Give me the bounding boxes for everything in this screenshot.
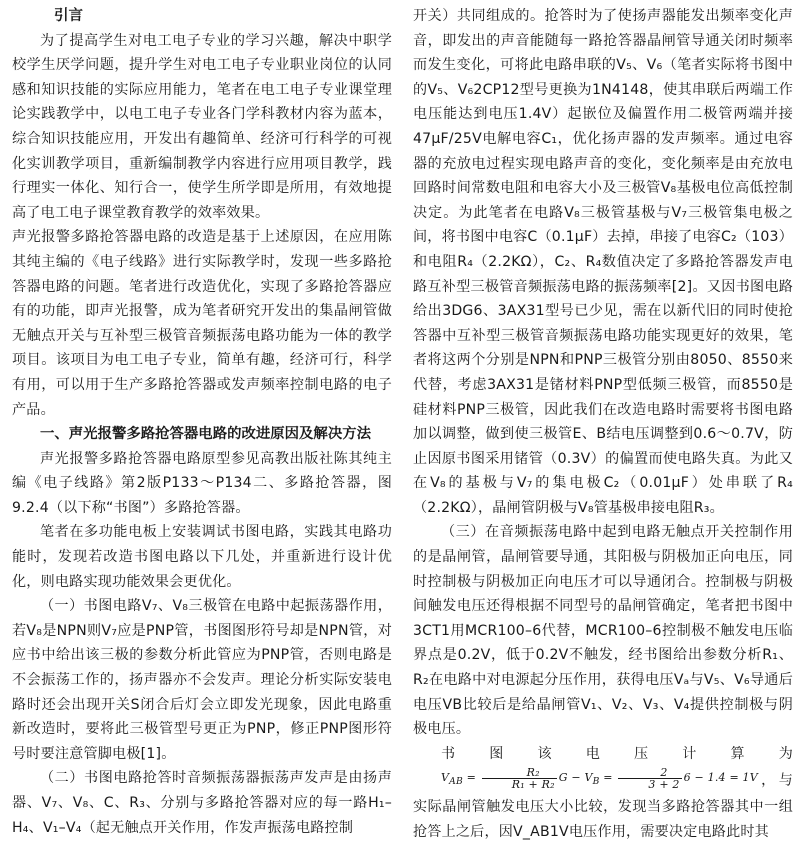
body-paragraph: 开关）共同组成的。抢答时为了使扬声器能发出频率变化声音，即发出的声音能随每一路抢答器晶闸管导通关闭时频率而发生变化，可将此电路串联的V₅、V₆（笔者实际将书图中的V₅、V₆2CP12型号更换为1N4148，使其串联后两端工作电压能达到电压1.4V）起嵌位及偏置作用二极管两端并接47μF/25V电解电容C₁，优化扬声器的发声频率。通过电容器的充放电过程实现电路声音的变化，变化频率是由充放电回路时间常数电阻和电容大小及三极管V₈基极电位高低控制决定。为此笔者在电路V₈三极管基极与V₇三极管集电极之间，将书图中电容C（0.1μF）去掉，串接了电容C₂（103）和电阻R₄（2.2KΩ），C₂、R₄数值决定了多路抢答器发声电路互补型三极管音频振荡电路的振荡频率[2]。又因书图电路给出3DG6、3AX31型号已少见，需在以新代旧的同时使抢答器中互补型三极管音频振荡电路功能实现更好的效果，笔者将这两个分别是NPN和PNP三极管分别由8050、8550来代替，考虑3AX31是锗材料PNP型低频三极管，而8550是硅材料PNP三极管，因此我们在改造电路时需要将书图电路加以调整，做到使三极管E、B结电压调整到0.6～0.7V，防止因原书图采用锗管（0.3V）的偏置而使电路失真。为此又在V₈的基极与V₇的集电极C₂（0.01μF）处串联了R₄（2.2KΩ），晶闸管阴极与V₈管基极串接电阻R₃。 xyxy=(413,8,793,516)
intro-paragraph: 为了提高学生对电工电子专业的学习兴趣，解决中职学校学生厌学问题，提升学生对电工电子专业职业岗位的认同感和知识技能的实际应用能力，笔者在电工电子专业课堂理论实践教学中，以电工电子专业各门学科教材内容为蓝本，综合知识技能应用，开发出有趣简单、经济可行科学的可视化实训教学项目，重新编制教学内容进行应用项目教学，践行理实一体化、知行合一，使学生所学即是所用，有效地提高了电工电子课堂教育教学的效率效果。 xyxy=(12,32,392,221)
formula-follow-text: ，与实际晶闸管触发电压大小比较，发现当多路抢答器其中一组抢答上之后，因V_AB1V电压作用，需要决定电路此时其 xyxy=(413,772,793,840)
body-paragraph: （三）在音频振荡电路中起到电路无触点开关控制作用的是晶闸管，晶闸管要导通，其阳极与阴极加正向电压，同时控制极与阴极加正向电压才可以导通闭合。控制极与阴极间触发电压还得根据不同型号的晶闸管确定，笔者把书图中3CT1用MCR100–6代替，MCR100–6控制极不触发电压临界点是0.2V，低于0.2V不触发，经书图给出参数分析R₁、R₂在电路中对电源起分压作用，获得电压Vₐ与V₅、V₆导通后电压VB比较后是给晶闸管V₁、V₂、V₃、V₄提供控制极与阴极电压。 xyxy=(413,524,793,738)
section-paragraph: 笔者在多功能电板上安装调试书图电路，实践其电路功能时，发现若改造书图电路以下几处，并重新进行设计优化，则电路实现功能效果会更优化。 xyxy=(12,524,392,590)
right-column xyxy=(413,4,793,844)
formula-fraction xyxy=(482,767,557,790)
fraction-numerator: 2 xyxy=(618,767,681,779)
formula-middle: G − V xyxy=(558,771,593,785)
formula-lhs-sub: AB xyxy=(449,776,463,788)
formula-equals: = xyxy=(599,771,617,785)
intro-paragraph-2: 声光报警多路抢答器电路的改造是基于上述原因，在应用陈其纯主编的《电子线路》进行实际教学时，发现一些多路抢答器电路的问题。笔者进行改造优化，实现了多路抢答器应有的功能，即声光报警，成为笔者研究开发出的集晶闸管做无触点开关与互补型三极管音频振荡电路功能为一体的教学项目。该项目为电工电子专业，简单有趣，经济可行，科学有用，可以用于生产多路抢答器或发声频率控制电路的电子产品。 xyxy=(12,229,392,418)
formula-lhs: V xyxy=(441,771,450,785)
fraction-denominator: R₁ + R₂ xyxy=(511,777,555,791)
formula-fraction xyxy=(618,767,681,790)
formula-middle-sub: B xyxy=(592,776,600,788)
left-column xyxy=(12,4,392,840)
formula-intro: 书图该电压计算为 xyxy=(441,745,793,762)
section-heading: 一、声光报警多路抢答器电路的改进原因及解决方法 xyxy=(40,426,371,443)
intro-title: 引言 xyxy=(54,8,83,24)
formula-equals: = xyxy=(462,771,480,785)
fraction-denominator: 3 + 2 xyxy=(648,777,680,791)
section-paragraph: （一）书图电路V₇、V₈三极管在电路中起振荡器作用，若V₈是NPN则V₇应是PNP管，书图图形符号却是NPN管，对应书中给出该三极的参数分析此管应为PNP管，否则电路是不会振荡工作的，扬声器亦不会发声。理论分析实际安装电路时还会出现开关S闭合后灯会立即发光现象，因此电路重新改造时，要将此三极管型号更正为PNP，修正PNP图形符号时要注意管脚电极[1]。 xyxy=(12,598,392,762)
formula-paragraph xyxy=(413,742,793,844)
voltage-formula xyxy=(413,766,758,795)
formula-result: 6 − 1.4 = 1V xyxy=(683,771,758,785)
section-paragraph: 声光报警多路抢答器电路原型参见高教出版社陈其纯主编《电子线路》第2版P133～P134二、多路抢答器，图9.2.4（以下称“书图”）多路抢答器。 xyxy=(12,450,392,516)
section-paragraph: （二）书图电路抢答时音频振荡器振荡声发声是由扬声器、V₇、V₈、C、R₃、分别与多路抢答器对应的每一路H₁–H₄、V₁–V₄（起无触点开关作用，作发声振荡电路控制 xyxy=(12,770,392,836)
fraction-numerator: R₂ xyxy=(482,767,557,779)
